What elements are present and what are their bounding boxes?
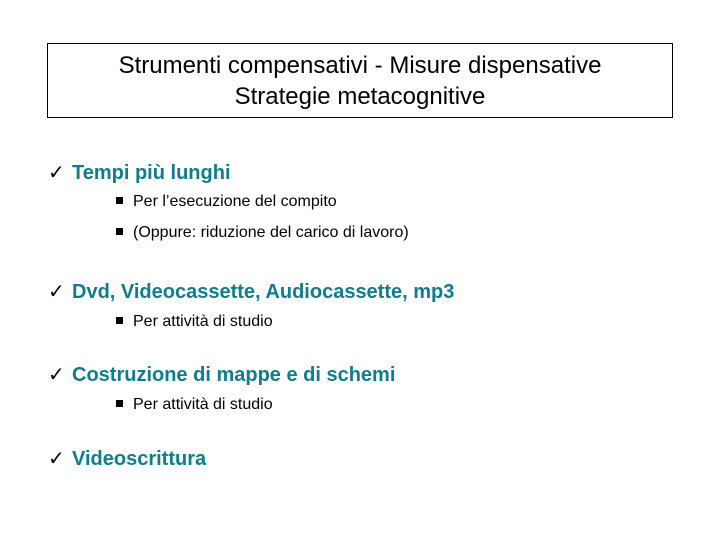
list-item-tempi: [48, 160, 231, 185]
checkmark-icon: ✓: [48, 364, 65, 386]
square-bullet-icon: [116, 228, 123, 235]
list-item-label: Dvd, Videocassette, Audiocassette, mp3: [72, 281, 455, 303]
list-item-mappe: [48, 362, 395, 387]
sub-item-label: Per attività di studio: [133, 396, 273, 413]
title-box: [47, 43, 673, 118]
list-item-label: Tempi più lunghi: [72, 162, 231, 184]
sub-item: [116, 224, 409, 242]
sub-item-label: Per l’esecuzione del compito: [133, 193, 337, 210]
sub-item: [116, 396, 273, 414]
checkmark-icon: ✓: [48, 162, 65, 184]
square-bullet-icon: [116, 400, 123, 407]
sub-item-label: Per attività di studio: [133, 313, 273, 330]
title-line-1: Strumenti compensativi - Misure dispensative: [118, 51, 602, 79]
checkmark-icon: ✓: [48, 448, 65, 470]
list-item-media: [48, 279, 454, 304]
list-item-videoscrittura: [48, 446, 206, 471]
title-line-2: Strategie metacognitive: [234, 82, 486, 110]
sub-item: [116, 193, 337, 211]
list-item-label: Costruzione di mappe e di schemi: [72, 364, 396, 386]
sub-item-label: (Oppure: riduzione del carico di lavoro): [133, 224, 409, 241]
square-bullet-icon: [116, 197, 123, 204]
square-bullet-icon: [116, 317, 123, 324]
sub-item: [116, 313, 273, 331]
checkmark-icon: ✓: [48, 281, 65, 303]
list-item-label: Videoscrittura: [72, 448, 207, 470]
